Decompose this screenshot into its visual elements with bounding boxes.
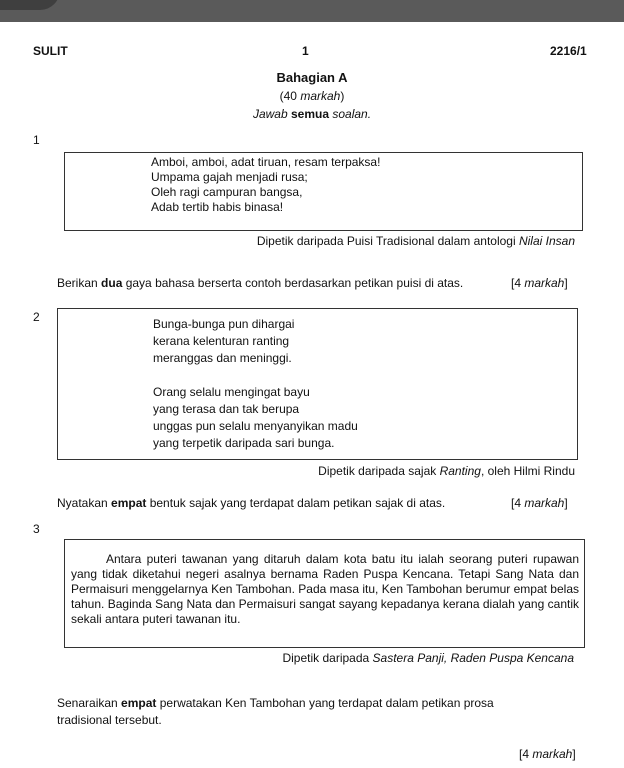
q2-marks: [4 markah]	[511, 496, 568, 510]
q1-poem-line: Amboi, amboi, adat tiruan, resam terpaksa!	[151, 155, 381, 169]
q2-poem-line: unggas pun selalu menyanyikan madu	[153, 419, 358, 433]
top-bar-shape	[0, 0, 60, 10]
q2-poem-box	[57, 308, 578, 460]
top-bar	[0, 0, 624, 22]
q2-number: 2	[33, 310, 40, 324]
q1-poem-line: Adab tertib habis binasa!	[151, 200, 284, 214]
q2-source: Dipetik daripada sajak Ranting, oleh Hilmi Rindu	[318, 464, 575, 478]
q1-poem-line: Umpama gajah menjadi rusa;	[151, 170, 308, 184]
q1-poem-box	[64, 152, 583, 231]
q2-question: Nyatakan empat bentuk sajak yang terdapat dalam petikan sajak di atas.	[57, 496, 446, 510]
section-title: Bahagian A	[276, 70, 348, 85]
q1-source: Dipetik daripada Puisi Tradisional dalam antologi Nilai Insan	[256, 234, 575, 248]
q3-number: 3	[33, 522, 40, 536]
paper-code: 2216/1	[550, 44, 587, 58]
q1-poem-line: Oleh ragi campuran bangsa,	[151, 185, 303, 199]
q1-marks: [4 markah]	[511, 276, 568, 290]
q3-source: Dipetik daripada Sastera Panji, Raden Puspa Kencana	[282, 651, 574, 665]
q3-question-line1: Senaraikan empat perwatakan Ken Tambohan yang terdapat dalam petikan prosa	[57, 696, 494, 710]
section-marks: (40 markah)	[279, 89, 345, 103]
q2-poem-line: kerana kelenturan ranting	[153, 334, 290, 348]
section-instruction: Jawab semua soalan.	[252, 107, 372, 121]
header-sulit: SULIT	[33, 44, 68, 58]
q3-passage-box	[64, 539, 585, 648]
q3-passage: Antara puteri tawanan yang ditaruh dalam kota batu itu ialah seorang puteri rupawan yang tidak diketahui negeri asalnya bernama Raden Puspa Kencana. Tetapi Sang Nata dan Permaisuri menggelarnya Ken Tambohan. Pada masa itu, Ken Tambohan berumur empat belas tahun. Baginda Sang Nata dan Permaisuri sangat sayang kepadanya kerana dialah yang cantik sekali antara puteri tawanan itu.	[71, 552, 579, 626]
q1-question: Berikan dua gaya bahasa berserta contoh berdasarkan petikan puisi di atas.	[57, 276, 464, 290]
q2-poem-line: yang terpetik daripada sari bunga.	[153, 436, 335, 450]
q3-question-line2: tradisional tersebut.	[57, 713, 162, 727]
q2-poem-line: Orang selalu mengingat bayu	[153, 385, 310, 399]
q3-marks: [4 markah]	[519, 747, 576, 761]
q2-poem-line: yang terasa dan tak berupa	[153, 402, 300, 416]
q2-poem-line: meranggas dan meninggi.	[153, 351, 292, 365]
page-number: 1	[302, 44, 309, 58]
q1-number: 1	[33, 133, 40, 147]
q2-poem-line: Bunga-bunga pun dihargai	[153, 317, 295, 331]
